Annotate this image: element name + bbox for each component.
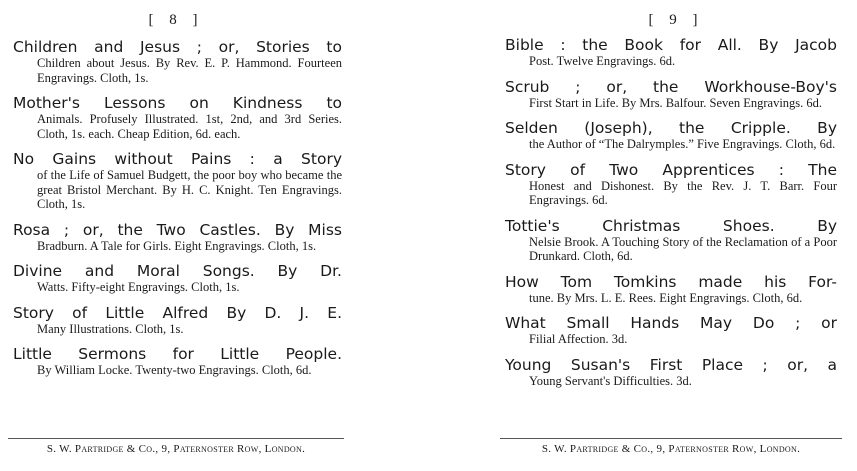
book-description: Animals. Profusely Illustrated. 1st, 2nd, and 3rd Series. Cloth, 1s. each. Cheap Edition, 6d. each.: [37, 112, 342, 141]
book-title: Story of Two Apprentices : The: [505, 160, 837, 179]
book-entry: [505, 273, 837, 306]
publisher-footer: [8, 438, 344, 455]
page-number: [ 8 ]: [148, 12, 204, 28]
book-entry: [505, 161, 837, 208]
book-description: Young Servant's Difficulties. 3d.: [529, 373, 692, 388]
book-description: Post. Twelve Engravings. 6d.: [529, 54, 676, 68]
publisher-imprint: S. W. Partridge & Co., 9, Paternoster Row, London.: [46, 443, 306, 455]
left-page: [0, 0, 352, 471]
book-title: What Small Hands May Do ; or: [505, 314, 837, 332]
book-title: Story of Little Alfred By D. J. E.: [13, 303, 342, 322]
book-entry: [505, 314, 837, 347]
book-title: No Gains without Pains : a Story: [13, 150, 342, 168]
book-entry: [13, 345, 342, 378]
book-description: By William Locke. Twenty-two Engravings. Cloth, 6d.: [37, 363, 312, 377]
book-title: How Tom Tomkins made his For-: [505, 272, 837, 291]
book-description: Nelsie Brook. A Touching Story of the Reclamation of a Poor Drunkard. Cloth, 6d.: [529, 234, 837, 263]
book-entry: [13, 38, 342, 85]
book-entry: [505, 119, 837, 152]
book-title: Rosa ; or, the Two Castles. By Miss: [13, 220, 342, 239]
book-entry: [505, 356, 837, 389]
book-entry: [13, 304, 342, 337]
book-entry: [505, 78, 837, 111]
right-page: [500, 0, 852, 471]
book-title: Mother's Lessons on Kindness to: [13, 94, 342, 112]
book-description: Many Illustrations. Cloth, 1s.: [37, 321, 184, 336]
publisher-footer: [500, 438, 842, 455]
book-description: Honest and Dishonest. By the Rev. J. T. Barr. Four Engravings. 6d.: [529, 178, 837, 207]
book-description: Watts. Fifty-eight Engravings. Cloth, 1s.: [37, 280, 240, 294]
book-description: the Author of “The Dalrymples.” Five Engravings. Cloth, 6d.: [529, 137, 836, 151]
publisher-imprint: S. W. Partridge & Co., 9, Paternoster Row, London.: [541, 443, 801, 455]
book-description: tune. By Mrs. L. E. Rees. Eight Engravings. Cloth, 6d.: [529, 290, 803, 305]
book-description: First Start in Life. By Mrs. Balfour. Seven Engravings. 6d.: [529, 95, 823, 110]
book-description: of the Life of Samuel Budgett, the poor boy who became the great Bristol Merchant. By H. C. Knight. Ten Engravings. Cloth, 1s.: [37, 168, 342, 211]
book-description: Children about Jesus. By Rev. E. P. Hammond. Fourteen Engravings. Cloth, 1s.: [37, 56, 342, 85]
book-list: [13, 38, 342, 387]
book-title: Scrub ; or, the Workhouse-Boy's: [505, 77, 837, 96]
book-entry: [505, 217, 837, 264]
book-title: Young Susan's First Place ; or, a: [505, 355, 837, 374]
book-description: Bradburn. A Tale for Girls. Eight Engravings. Cloth, 1s.: [37, 238, 317, 253]
book-entry: [13, 262, 342, 295]
book-title: Selden (Joseph), the Cripple. By: [505, 119, 837, 137]
book-entry: [13, 221, 342, 254]
book-entry: [13, 94, 342, 141]
book-description: Filial Affection. 3d.: [529, 332, 628, 346]
book-title: Little Sermons for Little People.: [13, 345, 342, 363]
page-number: [ 9 ]: [648, 12, 704, 28]
book-title: Tottie's Christmas Shoes. By: [505, 216, 837, 235]
book-title: Bible : the Book for All. By Jacob: [505, 36, 837, 54]
book-title: Children and Jesus ; or, Stories to: [13, 38, 342, 56]
book-entry: [505, 36, 837, 69]
book-title: Divine and Moral Songs. By Dr.: [13, 262, 342, 280]
book-entry: [13, 150, 342, 212]
book-list: [505, 36, 837, 397]
